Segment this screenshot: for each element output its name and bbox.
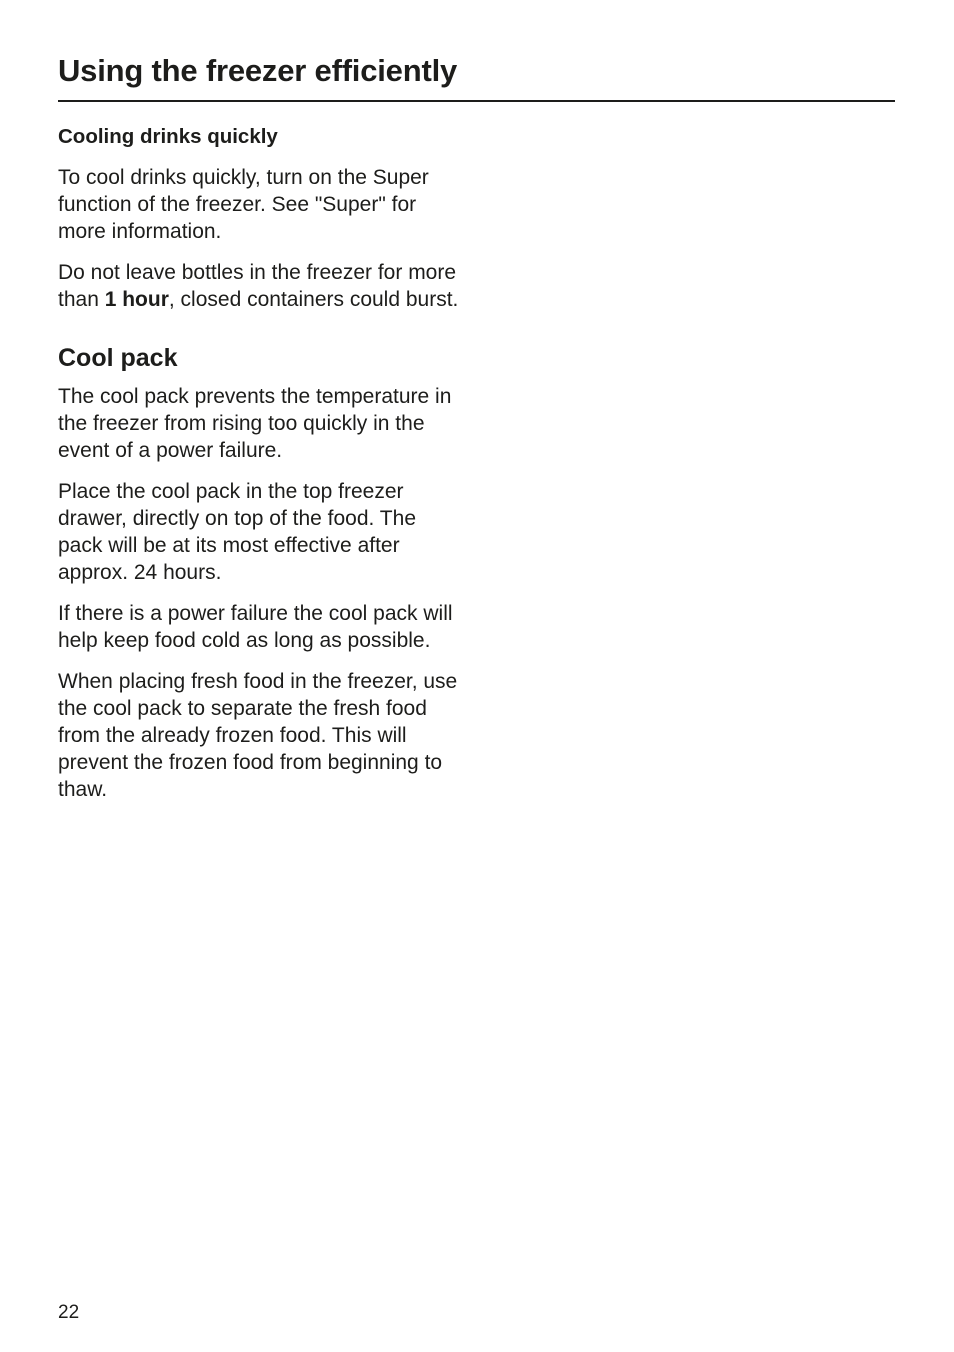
duration-emphasis: 1 hour	[104, 288, 169, 311]
cool-pack-heading: Cool pack	[58, 344, 178, 372]
warning-text-start: Do not leave bottles in the freezer for more than	[58, 261, 457, 311]
page-number: 22	[58, 1302, 80, 1323]
cool-pack-paragraph-2: Place the cool pack in the top freezer drawer, directly on top of the food. The pack will be at its most effective after approx. 24 hours.	[58, 480, 416, 584]
content-column	[58, 123, 460, 817]
title-divider	[58, 100, 895, 102]
cooling-drinks-paragraph-1: To cool drinks quickly, turn on the Super function of the freezer. See "Super" for more information.	[58, 166, 429, 243]
cooling-drinks-paragraph-2	[58, 259, 460, 313]
cool-pack-paragraph-1: The cool pack prevents the temperature in the freezer from rising too quickly in the event of a power failure.	[58, 385, 452, 462]
page-title: Using the freezer efficiently	[58, 53, 458, 88]
cool-pack-paragraph-3: If there is a power failure the cool pack will help keep food cold as long as possible.	[58, 602, 453, 652]
cool-pack-paragraph-4: When placing fresh food in the freezer, use the cool pack to separate the fresh food from the already frozen food. This will prevent the frozen food from beginning to thaw.	[58, 670, 458, 801]
cooling-drinks-heading: Cooling drinks quickly	[58, 125, 278, 148]
warning-text-end: , closed containers could burst.	[168, 288, 459, 311]
